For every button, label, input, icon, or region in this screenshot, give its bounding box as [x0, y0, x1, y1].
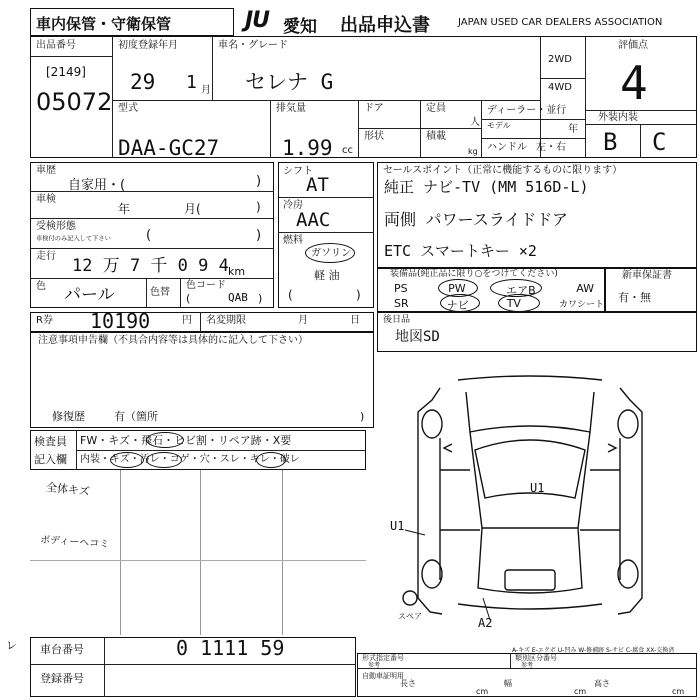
transfer-day: 日 [350, 315, 360, 326]
width-cm: cm [574, 687, 587, 696]
registration-label: 登録番号 [40, 672, 84, 685]
equip-ps: PS [394, 282, 408, 295]
stone-chip-circle [146, 432, 184, 448]
int-value: C [652, 128, 667, 156]
history-close: ) [256, 174, 262, 189]
first-reg-year: 29 [130, 70, 156, 94]
mark-u1-side: U1 [390, 519, 405, 533]
ac-label: 冷房 [283, 200, 303, 211]
equip-pw: PW [448, 282, 466, 295]
aftermarket-value: 地図SD [395, 329, 440, 345]
handle-label: ハンドル [487, 142, 527, 153]
fuel-gasoline: ガソリン [311, 248, 351, 259]
shift-label: シフト [283, 166, 313, 177]
first-reg-label: 初度登録年月 [118, 40, 178, 51]
receipt-note: 車検付のみ記入して下さい [36, 235, 111, 243]
recycle-unit: 円 [182, 315, 192, 326]
equip-sr: SR [394, 297, 409, 310]
ext-value: B [603, 128, 618, 156]
mark-u1-top: U1 [530, 481, 545, 495]
drive-2wd: 2WD [548, 54, 572, 65]
color-label: 色 [36, 281, 46, 292]
org-name: 愛知 [283, 17, 317, 37]
equip-airbag: エアB [506, 284, 536, 297]
fuel-diesel: 軽 油 [314, 269, 340, 282]
inspector-label-2: 記入欄 [34, 453, 67, 466]
ac-value: AAC [296, 209, 331, 231]
warranty-options: 有・無 [618, 291, 651, 304]
color-code-paren-open: ( [186, 292, 191, 305]
equip-aw: AW [576, 282, 594, 295]
repair-label: 修復歴 [52, 410, 85, 423]
color-swap-label: 色替 [150, 287, 170, 298]
dealer-label: ディーラー・並行 [487, 105, 567, 116]
ju-logo: JU [245, 8, 270, 33]
handle-options: 左・右 [536, 142, 566, 153]
type-value: DAA-GC27 [118, 136, 220, 160]
inspector-note-2: ボディーヘコミ [39, 534, 110, 551]
selling-point-1: 純正 ナビ-TV (MM 516D-L) [384, 178, 589, 196]
receipt-paren-close: ) [256, 228, 262, 243]
length-cm: cm [476, 687, 489, 696]
model-label: 車名・グレード [218, 40, 288, 51]
inspector-row-2: 内装・キズ・汚レ・コゲ・穴・スレ・キレ・破レ [80, 454, 300, 465]
tv-circle [498, 294, 540, 312]
mark-a2: A2 [478, 616, 493, 630]
shift-value: AT [306, 174, 329, 196]
door-label: ドア [364, 103, 384, 114]
selling-points-label: セールスポイント（正常に機能するものに限ります） [383, 165, 623, 176]
equip-tv: TV [506, 297, 521, 310]
grade-label: 評価点 [618, 40, 648, 51]
aftermarket-label: 後日品 [383, 315, 411, 325]
inspection-label: 車検 [36, 194, 56, 205]
grade-value: 4 [620, 56, 648, 110]
warranty-label: 新車保証書 [622, 270, 672, 281]
form-title: 出品申込書 [340, 15, 430, 36]
model-value: セレナ G [245, 70, 334, 94]
capacity-label: 定員 [426, 103, 446, 114]
mileage-label: 走行 [36, 251, 56, 262]
scratch-circle [110, 452, 144, 468]
repair-close: ) [360, 410, 365, 423]
height-label: 高さ [594, 679, 610, 688]
lot-label: 出品番号 [36, 40, 76, 51]
inspection-month: 月( [184, 202, 201, 216]
inspection-year: 年 [118, 202, 131, 216]
storage-label: 車内保管・守衛保管 [36, 15, 172, 33]
receipt-label: 受検形態 [36, 221, 76, 232]
model-year-unit: 年 [568, 124, 578, 135]
month-unit: 月 [201, 85, 211, 96]
color-code-value: QAB [228, 291, 248, 304]
load-label: 積載 [426, 131, 446, 142]
inspector-row-1: FW・キズ・飛石・ヒビ割・リペア跡・X要 [80, 434, 292, 447]
recycle-row [30, 309, 374, 333]
ext-int-label: 外装内装 [598, 112, 638, 123]
spare-label: スペア [398, 612, 422, 621]
transfer-month: 月 [298, 315, 308, 326]
capacity-unit: 人 [470, 117, 480, 128]
recycle-label: R券 [36, 315, 53, 326]
model-year-label: モデル [487, 121, 511, 130]
color-value: パール [64, 285, 115, 305]
color-code-paren-close: ) [258, 292, 263, 305]
selling-point-2: 両側 パワースライドドア [384, 210, 568, 229]
transfer-label: 名変期限 [206, 315, 246, 326]
lot-number: 05072 [36, 88, 113, 116]
scuff-circle [256, 452, 286, 468]
displacement-value: 1.99 [282, 136, 333, 160]
chassis-value: 0 1111 59 [176, 636, 285, 660]
displacement-unit: cc [342, 145, 353, 156]
type-label: 型式 [118, 103, 138, 114]
shape-label: 形状 [364, 131, 384, 142]
fuel-label: 燃料 [283, 235, 303, 246]
mileage-value: 12 万 7 千 0 9 4 [72, 256, 229, 276]
inspector-note-1: 全体キズ [45, 480, 91, 499]
stain-circle [146, 452, 182, 468]
cert-label: 形式指定番号 [362, 654, 404, 662]
equip-leather: カワシート [558, 300, 604, 310]
first-reg-month: 1 [186, 72, 197, 93]
length-label: 長さ [400, 679, 416, 688]
fuel-paren-close: ) [356, 288, 361, 302]
sub-number: [2149] [46, 65, 86, 79]
drive-4wd: 4WD [548, 82, 572, 93]
chassis-label: 車台番号 [40, 643, 84, 656]
cert-ref: 参考 [368, 662, 381, 669]
equipment-label: 装備品(純正品に限り○をつけてください) [390, 269, 558, 279]
regcert-label: 自動車証明用 [362, 672, 404, 680]
tick-mark: レ [6, 639, 17, 652]
navi-circle [440, 294, 480, 312]
caution-label: 注意事項申告欄（不具合内容等は具体的に記入して下さい） [38, 335, 308, 346]
selling-point-3: ETC スマートキー ×2 [384, 242, 537, 260]
category-ref: 参考 [521, 662, 534, 669]
history-label: 車歴 [36, 165, 56, 176]
inspection-close: ) [256, 200, 261, 214]
width-label: 幅 [504, 679, 512, 688]
color-code-label: 色コード [186, 280, 226, 291]
inspector-label-1: 検査員 [34, 435, 67, 448]
damage-legend: A-キズ E-エクボ U-凹み W-修補跡 S-サビ C-腐食 XX-交換済 [512, 647, 675, 654]
recycle-value: 10190 [90, 309, 151, 333]
receipt-paren-open: ( [146, 228, 152, 243]
equip-navi: ナビ [446, 299, 469, 312]
displacement-label: 排気量 [276, 103, 306, 114]
fuel-paren-open: ( [288, 288, 293, 302]
history-value: 自家用・( [68, 178, 126, 193]
category-label: 類別区分番号 [515, 654, 557, 662]
repair-yes: 有（箇所 [114, 410, 158, 423]
association-name: JAPAN USED CAR DEALERS ASSOCIATION [458, 17, 663, 28]
height-cm: cm [672, 687, 685, 696]
mileage-unit: km [228, 265, 246, 278]
load-unit: kg [468, 147, 478, 156]
